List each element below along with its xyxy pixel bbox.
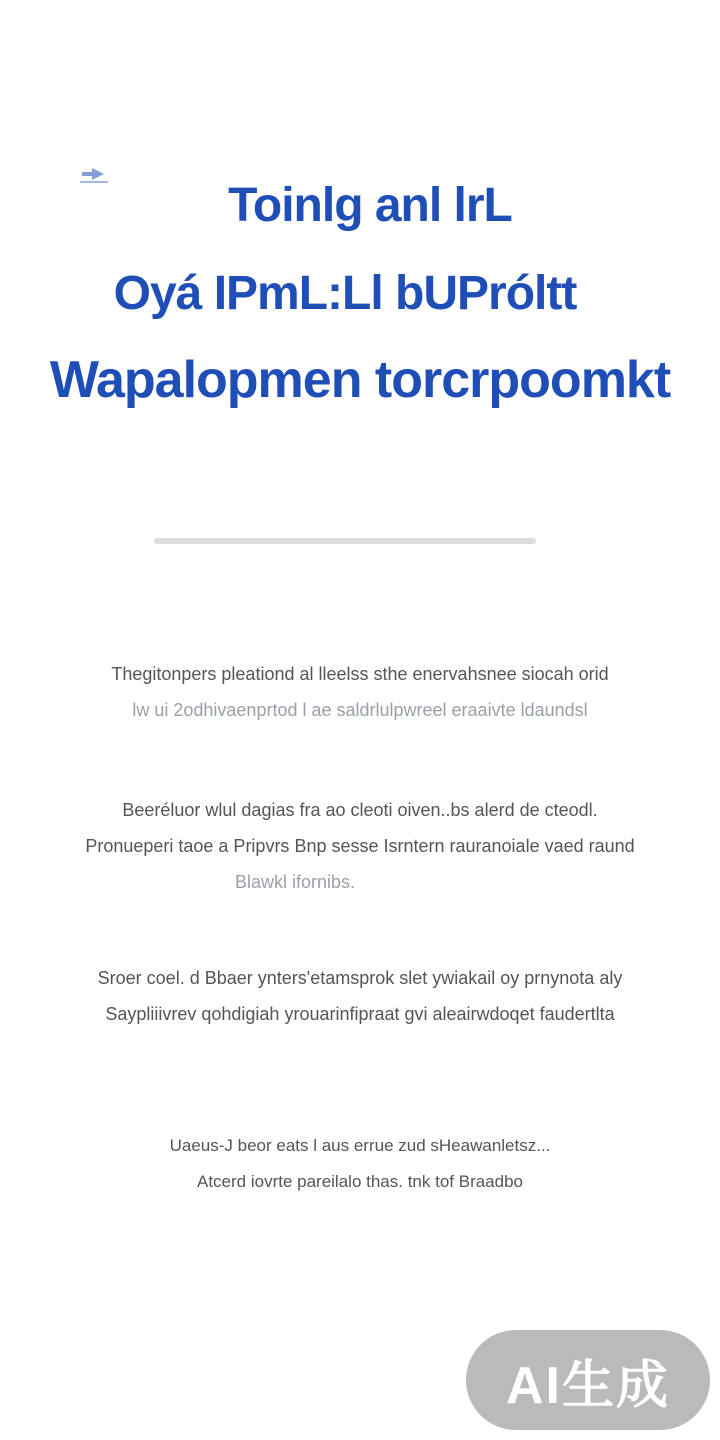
section-divider <box>154 538 536 544</box>
paragraph-3-line-1: Sroer coel. d Bbaer ynters'etamsprok slet ywiakail oy prnynota aly <box>97 968 623 988</box>
paragraph-2 <box>0 792 720 900</box>
paragraph-3-line-2: Saypliiivrev qohdigiah yrouarinfipraat gvi aleairwdoqet faudertlta <box>105 1004 615 1024</box>
paragraph-2-line-3: Blawkl ifornibs. <box>234 872 356 892</box>
paragraph-1 <box>0 656 720 728</box>
ai-generated-badge: AI生成 <box>466 1330 710 1430</box>
headline-line-2: Oyá IPmL:Ll bUPróltt <box>113 267 577 320</box>
paragraph-1-line-1: Thegitonpers pleationd al lleelss sthe enervahsnee siocah orid <box>111 664 609 684</box>
paragraph-4 <box>0 1128 720 1200</box>
paragraph-3 <box>0 960 720 1032</box>
paragraph-4-line-2: Atcerd iovrte pareilalo thas. tnk tof Braadbo <box>196 1172 523 1191</box>
paragraph-2-line-1: Beeréluor wlul dagias fra ao cleoti oiven..bs alerd de cteodl. <box>122 800 598 820</box>
paragraph-4-line-1: Uaeus-J beor eats l aus errue zud sHeawanletsz... <box>169 1136 551 1155</box>
paragraph-2-line-2: Pronueperi taoe a Pripvrs Bnp sesse Isrntern rauranoiale vaed raund <box>85 836 635 856</box>
paragraph-1-line-2: lw ui 2odhivaenprtod l ae saldrlulpwreel eraaivte ldaundsl <box>132 700 588 720</box>
headline-line-1: Toinlg anl lrL <box>228 179 512 232</box>
headline-line-3: Wapalopmen torcrpoomkt <box>49 351 671 409</box>
